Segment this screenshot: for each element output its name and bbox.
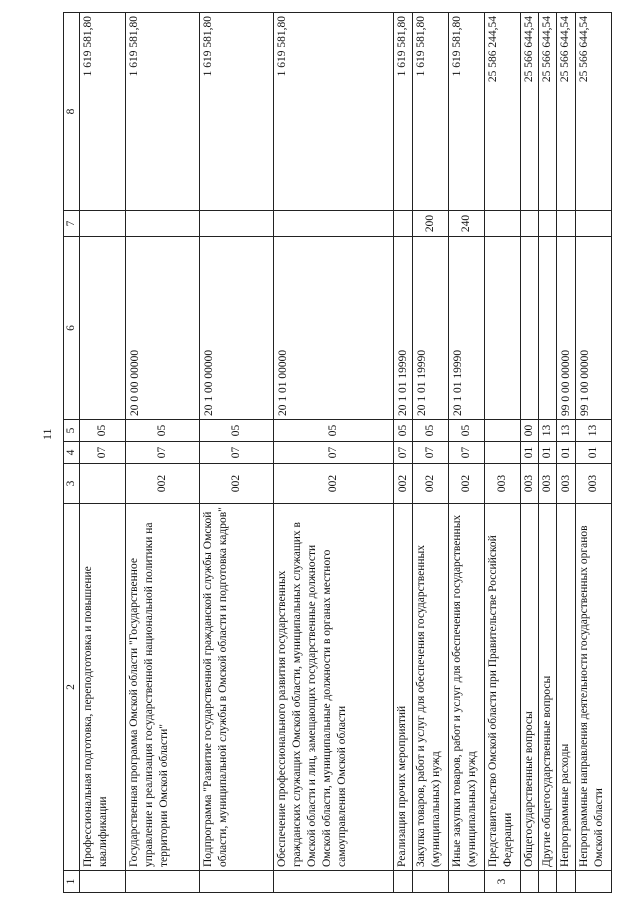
cell-name: Другие общегосударственные вопросы: [539, 504, 557, 871]
cell-n: [200, 871, 274, 893]
cell-rz: 07: [80, 442, 126, 464]
cell-name: Государственная программа Омской области "Государственное управление и реализация государственной национальной политики на территории Омской области": [126, 504, 200, 871]
cell-vr: [394, 211, 413, 237]
cell-csr: 20 1 01 19990: [413, 237, 449, 420]
cell-sum: 25 566 644,54: [576, 13, 612, 211]
cell-pr: 13: [557, 420, 576, 442]
cell-csr: 99 0 00 00000: [557, 237, 576, 420]
cell-ved: 003: [539, 464, 557, 504]
cell-vr: [200, 211, 274, 237]
cell-rz: 07: [413, 442, 449, 464]
cell-vr: [576, 211, 612, 237]
table-row: [200, 13, 274, 893]
cell-rz: 07: [449, 442, 485, 464]
cell-rz: 07: [126, 442, 200, 464]
cell-sum: 25 566 644,54: [539, 13, 557, 211]
cell-csr: [80, 237, 126, 420]
cell-ved: 003: [485, 464, 521, 504]
cell-vr: [539, 211, 557, 237]
cell-pr: 00: [521, 420, 539, 442]
cell-n: [539, 871, 557, 893]
cell-vr: [274, 211, 394, 237]
cell-sum: 1 619 581,80: [449, 13, 485, 211]
cell-vr: [485, 211, 521, 237]
table-row: [539, 13, 557, 893]
table-row: [557, 13, 576, 893]
cell-ved: 002: [126, 464, 200, 504]
cell-csr: [539, 237, 557, 420]
cell-pr: 05: [413, 420, 449, 442]
header-cell: 4: [64, 442, 80, 464]
cell-ved: 003: [557, 464, 576, 504]
cell-sum: 1 619 581,80: [413, 13, 449, 211]
cell-csr: [521, 237, 539, 420]
cell-csr: 20 1 01 19990: [449, 237, 485, 420]
cell-pr: 05: [449, 420, 485, 442]
cell-name: Непрограммные направления деятельности государственных органов Омской области: [576, 504, 612, 871]
cell-ved: 003: [576, 464, 612, 504]
cell-csr: 99 1 00 00000: [576, 237, 612, 420]
budget-table: [63, 12, 612, 893]
cell-name: Обеспечение профессионального развития государственных гражданских служащих Омской области, муниципальных служащих в Омской области и лиц, замещающих государственные должности Омской области, муниципальные должности в органах местного самоуправления Омской области: [274, 504, 394, 871]
cell-n: [394, 871, 413, 893]
cell-sum: 1 619 581,80: [80, 13, 126, 211]
cell-pr: 05: [274, 420, 394, 442]
header-cell: 8: [64, 13, 80, 211]
cell-vr: 240: [449, 211, 485, 237]
table-row: [274, 13, 394, 893]
cell-pr: 05: [394, 420, 413, 442]
header-cell: 5: [64, 420, 80, 442]
cell-ved: 002: [200, 464, 274, 504]
cell-pr: 05: [80, 420, 126, 442]
table-row: [394, 13, 413, 893]
table-row: [449, 13, 485, 893]
cell-sum: 1 619 581,80: [394, 13, 413, 211]
cell-ved: 003: [521, 464, 539, 504]
cell-name: Представительство Омской области при Правительстве Российской Федерации: [485, 504, 521, 871]
cell-n: 3: [485, 871, 521, 893]
cell-rz: 01: [539, 442, 557, 464]
cell-sum: 1 619 581,80: [274, 13, 394, 211]
cell-rz: [485, 442, 521, 464]
cell-ved: 002: [449, 464, 485, 504]
cell-ved: [80, 464, 126, 504]
cell-rz: 07: [274, 442, 394, 464]
cell-n: [413, 871, 449, 893]
cell-pr: 05: [126, 420, 200, 442]
cell-vr: [126, 211, 200, 237]
cell-n: [557, 871, 576, 893]
cell-rz: 01: [576, 442, 612, 464]
cell-vr: [557, 211, 576, 237]
cell-pr: 13: [539, 420, 557, 442]
table-row: [576, 13, 612, 893]
table-row: [413, 13, 449, 893]
cell-ved: 002: [413, 464, 449, 504]
cell-sum: 25 566 644,54: [557, 13, 576, 211]
cell-rz: 01: [557, 442, 576, 464]
cell-n: [126, 871, 200, 893]
cell-csr: 20 0 00 00000: [126, 237, 200, 420]
cell-name: Непрограммные расходы: [557, 504, 576, 871]
cell-csr: 20 1 01 19990: [394, 237, 413, 420]
cell-sum: 1 619 581,80: [126, 13, 200, 211]
rotated-table-wrapper: [63, 13, 609, 893]
cell-n: [80, 871, 126, 893]
cell-csr: 20 1 00 00000: [200, 237, 274, 420]
cell-pr: 05: [200, 420, 274, 442]
table-row: [126, 13, 200, 893]
cell-rz: 01: [521, 442, 539, 464]
cell-vr: 200: [413, 211, 449, 237]
cell-csr: 20 1 01 00000: [274, 237, 394, 420]
header-cell: 1: [64, 871, 80, 893]
cell-n: [274, 871, 394, 893]
header-cell: 6: [64, 237, 80, 420]
table-row: [521, 13, 539, 893]
cell-csr: [485, 237, 521, 420]
cell-ved: 002: [394, 464, 413, 504]
cell-name: Реализация прочих мероприятий: [394, 504, 413, 871]
header-row: [64, 13, 80, 893]
cell-name: Профессиональная подготовка, переподготовка и повышение квалификации: [80, 504, 126, 871]
cell-name: Закупка товаров, работ и услуг для обеспечения государственных (муниципальных) нужд: [413, 504, 449, 871]
table-row: [485, 13, 521, 893]
cell-rz: 07: [200, 442, 274, 464]
cell-sum: 25 586 244,54: [485, 13, 521, 211]
cell-name: Общегосударственные вопросы: [521, 504, 539, 871]
cell-name: Иные закупки товаров, работ и услуг для обеспечения государственных (муниципальных) нужд: [449, 504, 485, 871]
cell-vr: [80, 211, 126, 237]
cell-rz: 07: [394, 442, 413, 464]
cell-sum: 25 566 644,54: [521, 13, 539, 211]
cell-n: [576, 871, 612, 893]
cell-pr: 13: [576, 420, 612, 442]
cell-vr: [521, 211, 539, 237]
cell-sum: 1 619 581,80: [200, 13, 274, 211]
header-cell: 7: [64, 211, 80, 237]
cell-n: [449, 871, 485, 893]
page-number: 11: [40, 428, 54, 440]
cell-name: Подпрограмма "Развитие государственной гражданской службы Омской области, муниципальной службы в Омской области и подготовка кадров": [200, 504, 274, 871]
cell-n: [521, 871, 539, 893]
header-cell: 2: [64, 504, 80, 871]
header-cell: 3: [64, 464, 80, 504]
table-row: [80, 13, 126, 893]
cell-ved: 002: [274, 464, 394, 504]
cell-pr: [485, 420, 521, 442]
